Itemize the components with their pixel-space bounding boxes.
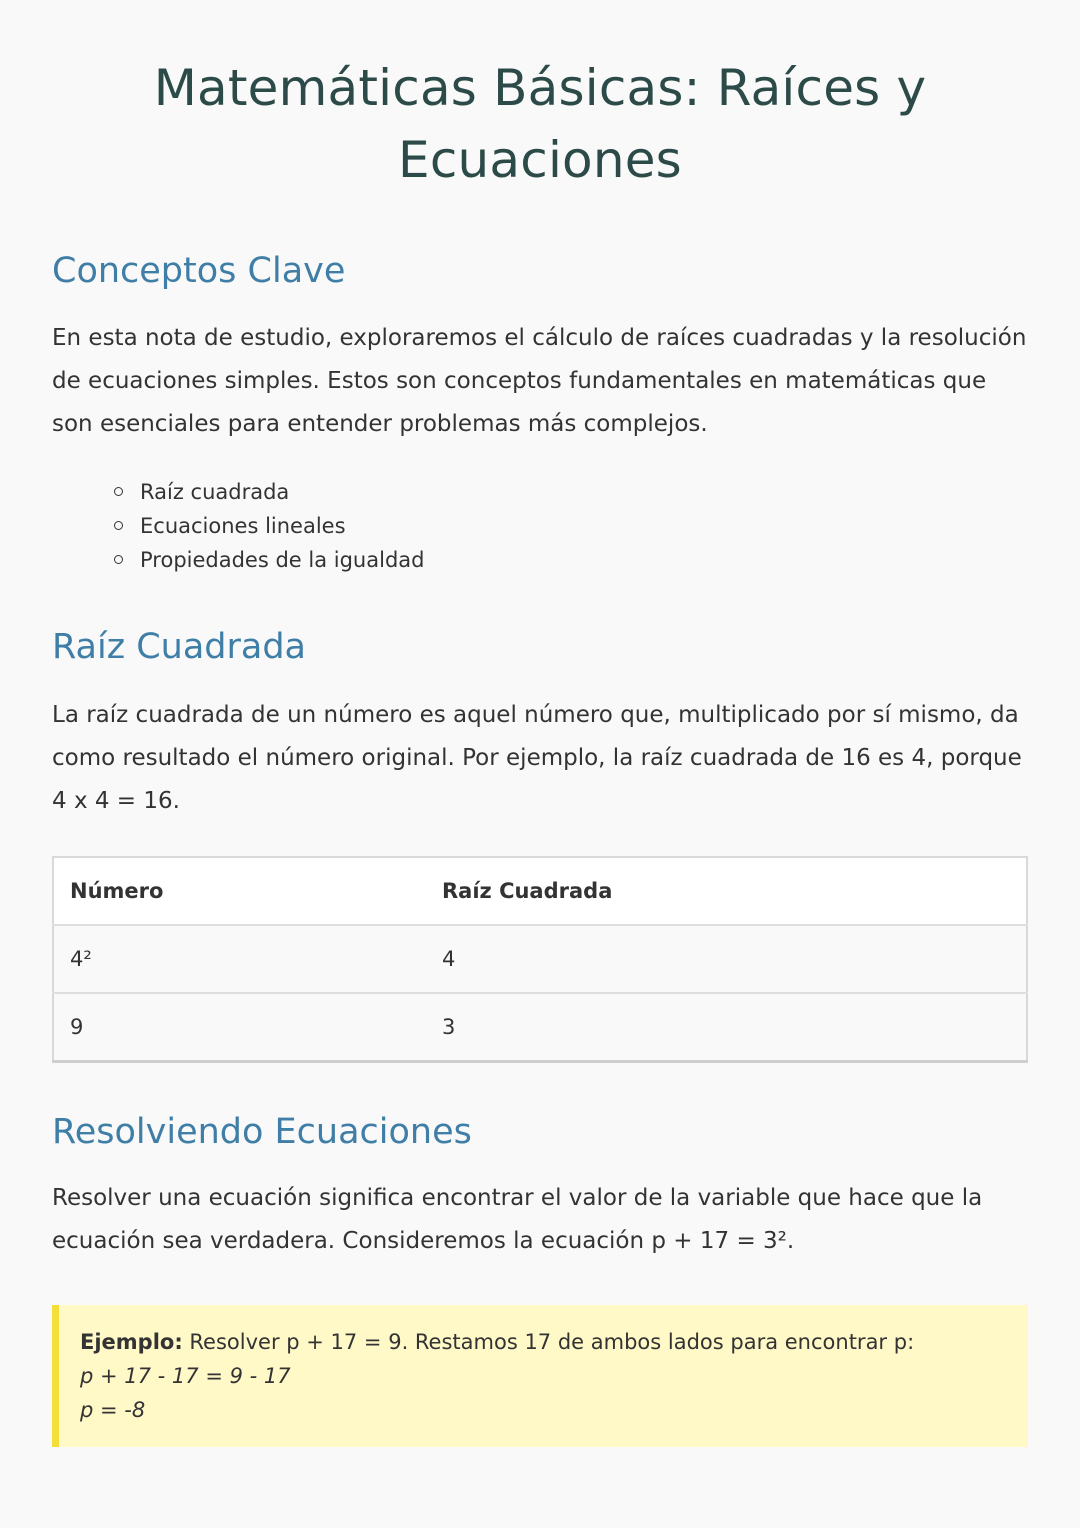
square-root-paragraph: La raíz cuadrada de un número es aquel número que, multiplicado por sí mismo, da como resultado el número original. Por ejemplo, la raíz cuadrada de 16 es 4, porque 4 x 4 = 16. [52,702,1022,814]
table-cell: 4² [53,925,426,993]
example-callout [52,1305,1028,1447]
circle-bullet-icon [114,487,123,496]
example-text: Resolver p + 17 = 9. Restamos 17 de ambos lados para encontrar p: [182,1330,915,1354]
concepts-list [52,475,1028,577]
table-cell: 3 [426,993,1027,1062]
table-cell: 9 [53,993,426,1062]
example-step-1: p + 17 - 17 = 9 - 17 [80,1364,291,1388]
circle-bullet-icon [114,521,123,530]
list-item [114,509,1028,543]
list-item-label: Propiedades de la igualdad [140,548,425,572]
column-header-square-root: Raíz Cuadrada [426,857,1027,925]
section-heading-square-root: Raíz Cuadrada [52,627,307,667]
equations-paragraph: Resolver una ecuación significa encontrar el valor de la variable que hace que la ecuación sea verdadera. Consideremos la ecuación p + 17 = 3². [52,1185,983,1254]
list-item [114,475,1028,509]
example-step-2: p = -8 [80,1398,146,1422]
section-heading-equations: Resolviendo Ecuaciones [52,1112,472,1152]
list-item [114,543,1028,577]
table-row [53,925,1027,993]
list-item-label: Ecuaciones lineales [140,514,346,538]
table-cell: 4 [426,925,1027,993]
table-header-row [53,857,1027,925]
list-item-label: Raíz cuadrada [140,480,290,504]
section-heading-concepts: Conceptos Clave [52,251,346,291]
column-header-number: Número [53,857,426,925]
page-title: Matemáticas Básicas: Raíces y Ecuaciones [153,59,927,189]
circle-bullet-icon [114,555,123,564]
square-root-table [52,856,1028,1063]
example-label: Ejemplo: [80,1330,183,1354]
concepts-paragraph: En esta nota de estudio, exploraremos el cálculo de raíces cuadradas y la resolución de ecuaciones simples. Estos son conceptos fundamentales en matemáticas que son esenciales para entender problemas más complejos. [52,325,1027,437]
table-row [53,993,1027,1062]
